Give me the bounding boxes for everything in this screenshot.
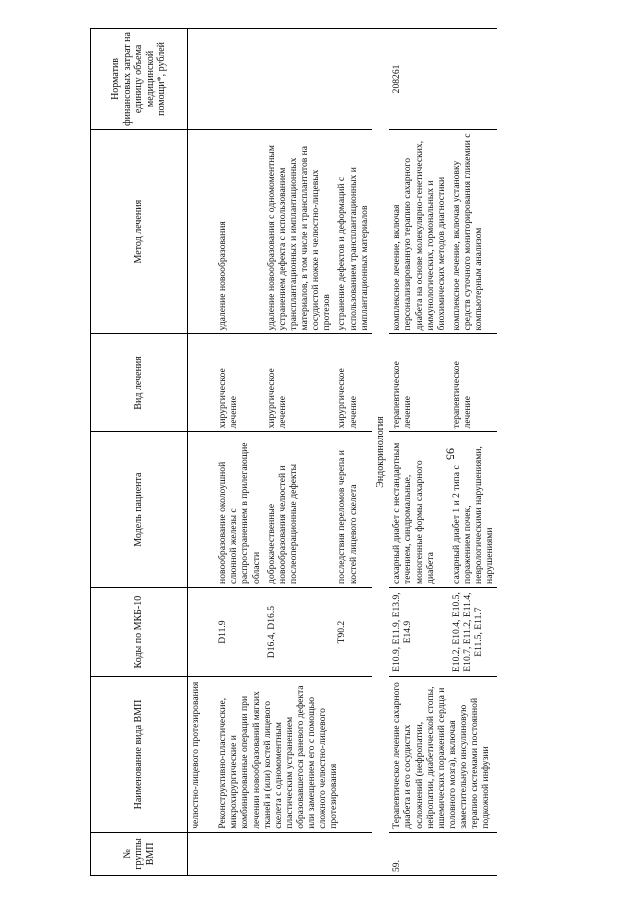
table-row [215, 29, 264, 876]
vmp-name-cell: Реконструктивно-пластические, микрохирургические и комбинированные операции при лечении новообразований мягких тканей и (или) костей лицевого скелета с одномоментным пластическим устранением образовавшегося раневого дефекта или замещением его с помощью сложного челюстно-лицевого протезирования [215, 677, 372, 833]
table-row [389, 29, 449, 876]
treatment-type-cell: терапевтическое лечение [449, 334, 498, 432]
patient-model-cell: сахарный диабет с нестандартным течением, синдромальные, моногенные формы сахарного диабета [389, 432, 449, 588]
vmp-table [90, 28, 497, 876]
patient-model-cell: доброкачественные новообразования челюстей и послеоперационные дефекты [264, 432, 335, 588]
section-title: Эндокринология [372, 29, 390, 876]
header-treatment-type: Вид лечения [91, 334, 188, 432]
treatment-type-cell: хирургическое лечение [264, 334, 335, 432]
icd-codes-cell: D16.4, D16.5 [264, 587, 335, 676]
table-row [188, 29, 204, 876]
vmp-name-cell: челюстно-лицевого протезирования [188, 677, 204, 833]
vmp-name-cell: Терапевтическое лечение сахарного диабета и его сосудистых осложнений (нефропатии, нейропатии, диабетической стопы, ишемических поражений сердца и головного мозга), включая заместительную инсулиновую терапию системами постоянной подкожной инфузии [389, 677, 497, 833]
table-header [91, 29, 188, 876]
icd-codes-cell: T90.2 [334, 587, 371, 676]
icd-codes-cell: D11.9 [215, 587, 264, 676]
header-icd-codes: Коды по МКБ-10 [91, 587, 188, 676]
treatment-method-cell: комплексное лечение, включая персонализированную терапию сахарного диабета на основе молекулярно-генетических, иммунологических, гормональных и биохимических методов диагностики [389, 129, 449, 334]
rotated-page [90, 28, 630, 876]
treatment-method-cell: удаление новообразования с одномоментным устранением дефекта с использованием трансплантационных и имплантационных материалов, в том числе и трансплантатов на сосудистой ножке и челюстно-лицевых протезов [264, 129, 335, 334]
patient-model-cell: новообразование околоушной слюнной железы с распространением в прилегающие области [215, 432, 264, 588]
section-row [372, 29, 390, 876]
treatment-type-cell: хирургическое лечение [334, 334, 371, 432]
page-number: 95 [443, 448, 458, 460]
group-number-cell: 59. [389, 832, 449, 875]
treatment-method-cell: удаление новообразования [215, 129, 264, 334]
header-patient-model: Модель пациента [91, 432, 188, 588]
treatment-type-cell: терапевтическое лечение [389, 334, 449, 432]
treatment-method-cell: комплексное лечение, включая установку средств суточного мониторирования гликемии с компьютерным анализом [449, 129, 498, 334]
icd-codes-cell: E10.2, E10.4, E10.5, E10.7, E11.2, E11.4, E11.5, E11.7 [449, 587, 498, 676]
cost-cell: 208261 [389, 29, 449, 130]
patient-model-cell: последствия переломов черепа и костей лицевого скелета [334, 432, 371, 588]
patient-model-cell: сахарный диабет 1 и 2 типа с поражением почек, неврологическими нарушениями, нарушениями [449, 432, 498, 588]
treatment-type-cell: хирургическое лечение [215, 334, 264, 432]
header-vmp-name: Наименование вида ВМП [91, 677, 188, 833]
icd-codes-cell: E10.9, E11.9, E13.9, E14.9 [389, 587, 449, 676]
header-group-no: № группы ВМП [91, 832, 188, 875]
header-treatment-method: Метод лечения [91, 129, 188, 334]
header-cost: Норматив финансовых затрат на единицу объема медицинской помощи*, рублей [91, 29, 188, 130]
treatment-method-cell: устранение дефектов и деформаций с использованием трансплантационных и имплантационных материалов [334, 129, 371, 334]
